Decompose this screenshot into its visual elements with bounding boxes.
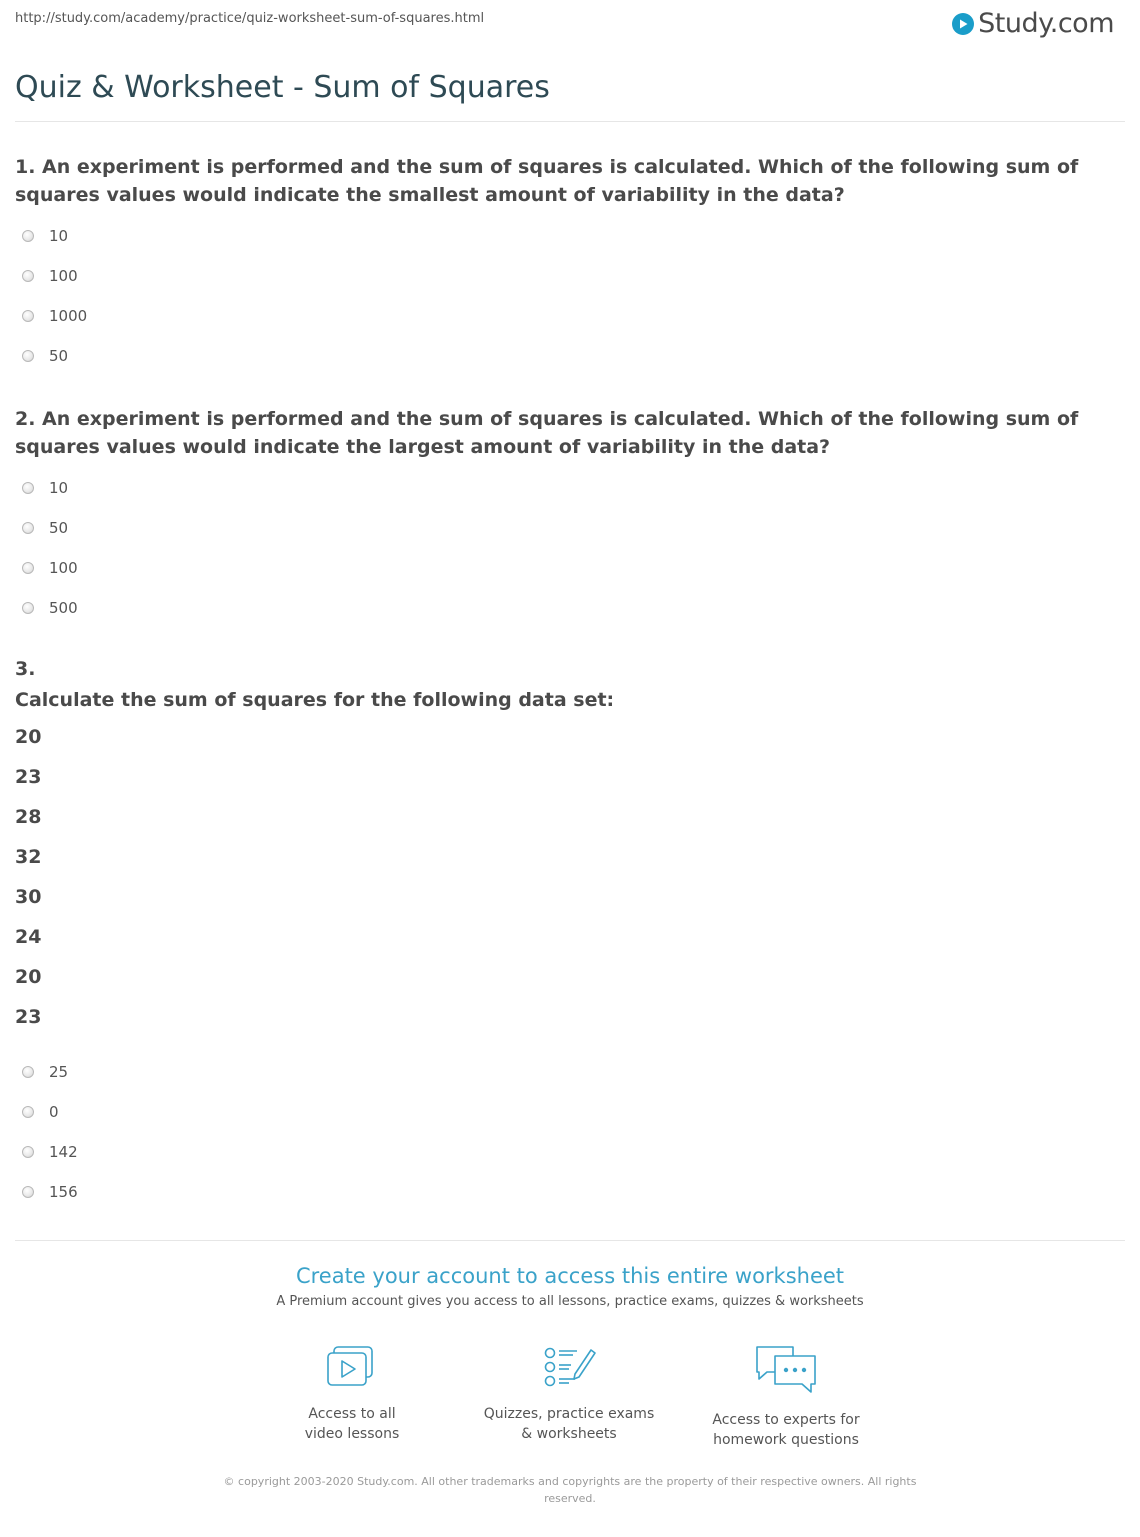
video-lesson-icon bbox=[324, 1344, 380, 1390]
option-label: 100 bbox=[49, 559, 78, 577]
q3-option-4[interactable] bbox=[22, 1183, 78, 1201]
feature-video-lessons bbox=[257, 1344, 447, 1444]
radio-button[interactable] bbox=[22, 522, 34, 534]
feature-label: Access to experts for homework questions bbox=[712, 1412, 860, 1448]
radio-button[interactable] bbox=[22, 350, 34, 362]
title-divider bbox=[15, 121, 1125, 122]
data-value: 23 bbox=[15, 1006, 42, 1028]
radio-button[interactable] bbox=[22, 482, 34, 494]
chat-experts-icon bbox=[753, 1344, 819, 1396]
feature-label: Quizzes, practice exams & worksheets bbox=[483, 1406, 655, 1442]
option-label: 156 bbox=[49, 1183, 78, 1201]
q2-option-3[interactable] bbox=[22, 559, 78, 577]
play-circle-icon bbox=[952, 13, 974, 35]
copyright-footer: © copyright 2003-2020 Study.com. All other trademarks and copyrights are the property of their respective owners. All rights reserved. bbox=[223, 1475, 917, 1505]
data-value: 28 bbox=[15, 806, 42, 828]
page-url: http://study.com/academy/practice/quiz-worksheet-sum-of-squares.html bbox=[15, 11, 485, 26]
study-logo[interactable] bbox=[952, 8, 1114, 39]
quiz-checklist-icon bbox=[539, 1344, 599, 1390]
q1-option-4[interactable] bbox=[22, 347, 68, 365]
option-label: 142 bbox=[49, 1143, 78, 1161]
data-value: 24 bbox=[15, 926, 42, 948]
data-value: 23 bbox=[15, 766, 42, 788]
section-divider bbox=[15, 1240, 1125, 1241]
radio-button[interactable] bbox=[22, 270, 34, 282]
q1-option-3[interactable] bbox=[22, 307, 87, 325]
data-value: 20 bbox=[15, 726, 42, 748]
question-1-text: 1. An experiment is performed and the sum of squares is calculated. Which of the following sum of squares values would indicate the smallest amount of variability in the data? bbox=[15, 156, 1079, 206]
q3-option-3[interactable] bbox=[22, 1143, 78, 1161]
option-label: 50 bbox=[49, 519, 69, 537]
option-label: 25 bbox=[49, 1063, 69, 1081]
radio-button[interactable] bbox=[22, 1106, 34, 1118]
option-label: 500 bbox=[49, 599, 78, 617]
cta-title-link[interactable]: Create your account to access this entire worksheet bbox=[295, 1264, 845, 1288]
radio-button[interactable] bbox=[22, 310, 34, 322]
radio-button[interactable] bbox=[22, 1186, 34, 1198]
data-value: 30 bbox=[15, 886, 42, 908]
option-label: 10 bbox=[49, 479, 69, 497]
q2-option-1[interactable] bbox=[22, 479, 68, 497]
feature-quizzes bbox=[474, 1344, 664, 1444]
feature-experts bbox=[691, 1344, 881, 1450]
radio-button[interactable] bbox=[22, 230, 34, 242]
page-title: Quiz & Worksheet - Sum of Squares bbox=[15, 70, 550, 105]
question-3-text: Calculate the sum of squares for the following data set: bbox=[15, 689, 615, 711]
q1-option-2[interactable] bbox=[22, 267, 78, 285]
data-value: 20 bbox=[15, 966, 42, 988]
radio-button[interactable] bbox=[22, 602, 34, 614]
option-label: 1000 bbox=[49, 307, 88, 325]
logo-text: Study.com bbox=[978, 8, 1114, 39]
q2-option-4[interactable] bbox=[22, 599, 78, 617]
q1-option-1[interactable] bbox=[22, 227, 68, 245]
q3-option-1[interactable] bbox=[22, 1063, 68, 1081]
q2-option-2[interactable] bbox=[22, 519, 68, 537]
option-label: 100 bbox=[49, 267, 78, 285]
option-label: 10 bbox=[49, 227, 69, 245]
question-3-number: 3. bbox=[15, 658, 36, 680]
cta-subtitle: A Premium account gives you access to all lessons, practice exams, quizzes & worksheets bbox=[276, 1294, 864, 1309]
option-label: 50 bbox=[49, 347, 69, 365]
data-value: 32 bbox=[15, 846, 42, 868]
radio-button[interactable] bbox=[22, 562, 34, 574]
radio-button[interactable] bbox=[22, 1146, 34, 1158]
option-label: 0 bbox=[49, 1103, 59, 1121]
feature-label: Access to all video lessons bbox=[304, 1406, 400, 1442]
question-2-text: 2. An experiment is performed and the sum of squares is calculated. Which of the following sum of squares values would indicate the largest amount of variability in the data? bbox=[15, 408, 1079, 458]
radio-button[interactable] bbox=[22, 1066, 34, 1078]
q3-option-2[interactable] bbox=[22, 1103, 59, 1121]
